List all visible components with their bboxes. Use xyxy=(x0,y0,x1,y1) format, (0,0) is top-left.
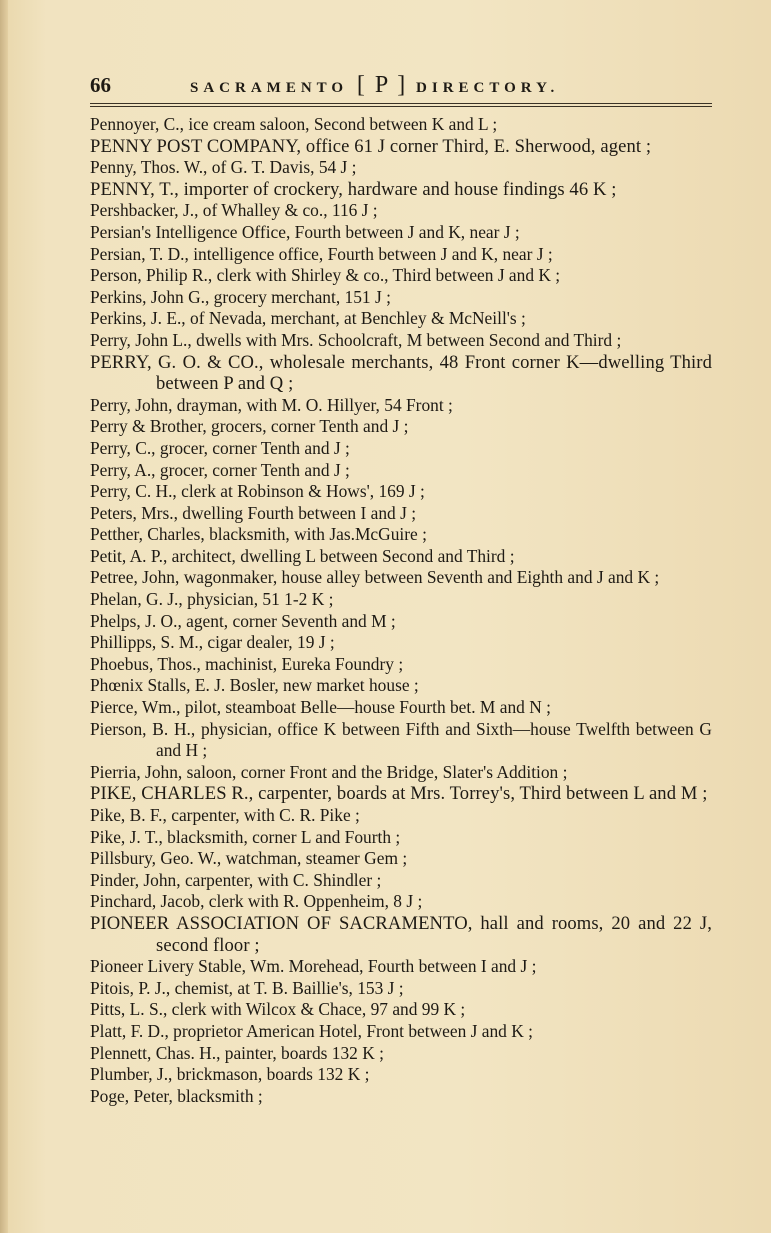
directory-entry: Plennett, Chas. H., painter, boards 132 K ; xyxy=(90,1042,384,1063)
directory-entry: Peters, Mrs., dwelling Fourth between I and J ; xyxy=(90,502,417,523)
directory-entry: Pioneer Livery Stable, Wm. Morehead, Fourth between I and J ; xyxy=(90,956,537,977)
directory-entry: Pitois, P. J., chemist, at T. B. Baillie's, 153 J ; xyxy=(90,977,404,998)
directory-entry: Perry, C. H., clerk at Robinson & Hows', 169 J ; xyxy=(90,481,425,502)
directory-entry: Perry, A., grocer, corner Tenth and J ; xyxy=(90,459,350,480)
running-head xyxy=(190,70,559,103)
directory-entry: Phœnix Stalls, E. J. Bosler, new market house ; xyxy=(90,675,419,696)
directory-entry: Pierria, John, saloon, corner Front and the Bridge, Slater's Addition ; xyxy=(90,761,568,782)
directory-entry: Perry, John L., dwells with Mrs. Schoolcraft, M between Second and Third ; xyxy=(90,329,622,350)
directory-entry: Pershbacker, J., of Whalley & co., 116 J ; xyxy=(90,200,378,221)
section-letter: [ P ] xyxy=(356,72,408,98)
directory-entry: Poge, Peter, blacksmith ; xyxy=(90,1085,263,1106)
page-header xyxy=(90,70,720,100)
directory-entry: Pillsbury, Geo. W., watchman, steamer Gem ; xyxy=(90,848,408,869)
directory-entry: Petther, Charles, blacksmith, with Jas.McGuire ; xyxy=(90,524,427,545)
directory-entry: Penny, Thos. W., of G. T. Davis, 54 J ; xyxy=(90,157,357,178)
header-rule xyxy=(90,103,712,107)
directory-entry: Pitts, L. S., clerk with Wilcox & Chace, 97 and 99 K ; xyxy=(90,999,466,1020)
directory-entry: Platt, F. D., proprietor American Hotel, Front between J and K ; xyxy=(90,1020,533,1041)
directory-entry: Pike, J. T., blacksmith, corner L and Fourth ; xyxy=(90,826,401,847)
directory-entry: PENNY POST COMPANY, office 61 J corner Third, E. Sherwood, agent ; xyxy=(90,135,652,157)
running-head-right: DIRECTORY. xyxy=(416,80,560,96)
page-spine-shadow xyxy=(0,0,8,1233)
directory-entry: Pierson, B. H., physician, office K between Fifth and Sixth—house Twelfth between G and H ; xyxy=(90,718,712,761)
directory-entry: Pinder, John, carpenter, with C. Shindler ; xyxy=(90,869,382,890)
directory-entry: Perkins, J. E., of Nevada, merchant, at Benchley & McNeill's ; xyxy=(90,308,526,329)
directory-entry: Petit, A. P., architect, dwelling L between Second and Third ; xyxy=(90,545,515,566)
directory-entry: Phelps, J. O., agent, corner Seventh and M ; xyxy=(90,610,396,631)
directory-entry: Pike, B. F., carpenter, with C. R. Pike ; xyxy=(90,805,360,825)
directory-entry: Phillipps, S. M., cigar dealer, 19 J ; xyxy=(90,632,335,653)
directory-entry: Persian, T. D., intelligence office, Fourth between J and K, near J ; xyxy=(90,243,553,264)
directory-entry: Perry, John, drayman, with M. O. Hillyer, 54 Front ; xyxy=(90,394,453,415)
directory-entry: PIONEER ASSOCIATION OF SACRAMENTO, hall and rooms, 20 and 22 J, second floor ; xyxy=(90,912,712,956)
directory-entry: Perry, C., grocer, corner Tenth and J ; xyxy=(90,437,350,458)
directory-entry: Person, Philip R., clerk with Shirley & co., Third between J and K ; xyxy=(90,265,561,286)
directory-entry: Pennoyer, C., ice cream saloon, Second between K and L ; xyxy=(90,114,498,134)
directory-entry: Petree, John, wagonmaker, house alley between Seventh and Eighth and J and K ; xyxy=(90,567,660,588)
page-number: 66 xyxy=(90,73,111,97)
directory-entry: Pinchard, Jacob, clerk with R. Oppenheim, 8 J ; xyxy=(90,891,423,912)
directory-entry: Persian's Intelligence Office, Fourth between J and K, near J ; xyxy=(90,221,520,242)
directory-entry: Phoebus, Thos., machinist, Eureka Foundry ; xyxy=(90,653,404,674)
directory-entry: PERRY, G. O. & CO., wholesale merchants, 48 Front corner K—dwelling Third between P and Q ; xyxy=(90,351,712,395)
directory-entry: PIKE, CHARLES R., carpenter, boards at Mrs. Torrey's, Third between L and M ; xyxy=(90,783,708,805)
directory-entry: Plumber, J., brickmason, boards 132 K ; xyxy=(90,1064,370,1085)
directory-entry: PENNY, T., importer of crockery, hardware and house findings 46 K ; xyxy=(90,178,617,200)
directory-entry: Perkins, John G., grocery merchant, 151 J ; xyxy=(90,286,391,307)
directory-entries xyxy=(90,114,712,1107)
directory-entry: Perry & Brother, grocers, corner Tenth and J ; xyxy=(90,416,409,437)
running-head-left: SACRAMENTO xyxy=(190,80,349,96)
directory-entry: Pierce, Wm., pilot, steamboat Belle—house Fourth bet. M and N ; xyxy=(90,697,551,718)
directory-entry: Phelan, G. J., physician, 51 1-2 K ; xyxy=(90,589,334,610)
